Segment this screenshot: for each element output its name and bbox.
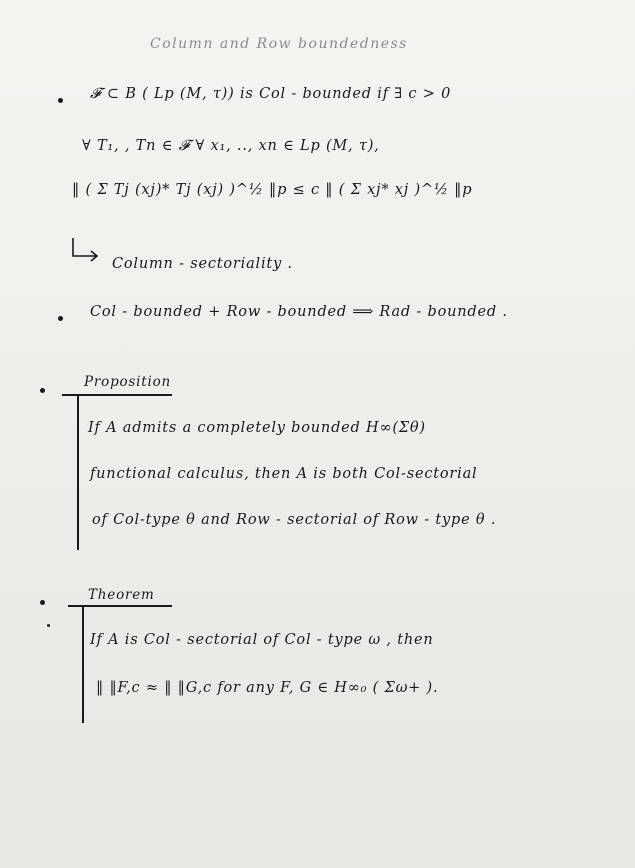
theorem-line-2: ‖ ‖F,c ≈ ‖ ‖G,c for any F, G ∈ H∞₀ ( Σω+ ). [96,680,439,696]
column-sectoriality-note: Column - sectoriality . [112,256,293,272]
proposition-line-3: of Col-type θ and Row - sectorial of Row - type θ . [92,512,497,528]
stray-dot [47,624,50,627]
theorem-box-top [68,605,172,607]
hook-arrow-icon [70,236,104,264]
proposition-heading: Proposition [84,374,172,390]
proposition-line-1: If A admits a completely bounded H∞(Σθ) [88,420,426,436]
proposition-line-2: functional calculus, then A is both Col-sectorial [90,466,478,482]
definition-line-2: ∀ T₁, , Tn ∈ 𝓕 ∀ x₁, .., xn ∈ Lp (M, τ), [82,138,380,154]
proposition-box-left [77,396,79,550]
bullet-3 [40,388,45,393]
bullet-1 [58,98,63,103]
theorem-line-1: If A is Col - sectorial of Col - type ω , then [90,632,434,648]
bullet-2 [58,316,63,321]
proposition-box-top [62,394,172,396]
boundedness-implication: Col - bounded + Row - bounded ⟹ Rad - bounded . [90,304,508,320]
definition-inequality: ‖ ( Σ Tj (xj)* Tj (xj) )^½ ‖p ≤ c ‖ ( Σ xj* xj )^½ ‖p [72,182,473,198]
theorem-heading: Theorem [88,587,155,603]
definition-line-1: 𝓕 ⊂ B ( Lp (M, τ)) is Col - bounded if ∃ c > 0 [90,86,452,102]
bullet-4 [40,600,45,605]
theorem-box-left [82,607,84,723]
page-title: Column and Row boundedness [150,36,408,52]
